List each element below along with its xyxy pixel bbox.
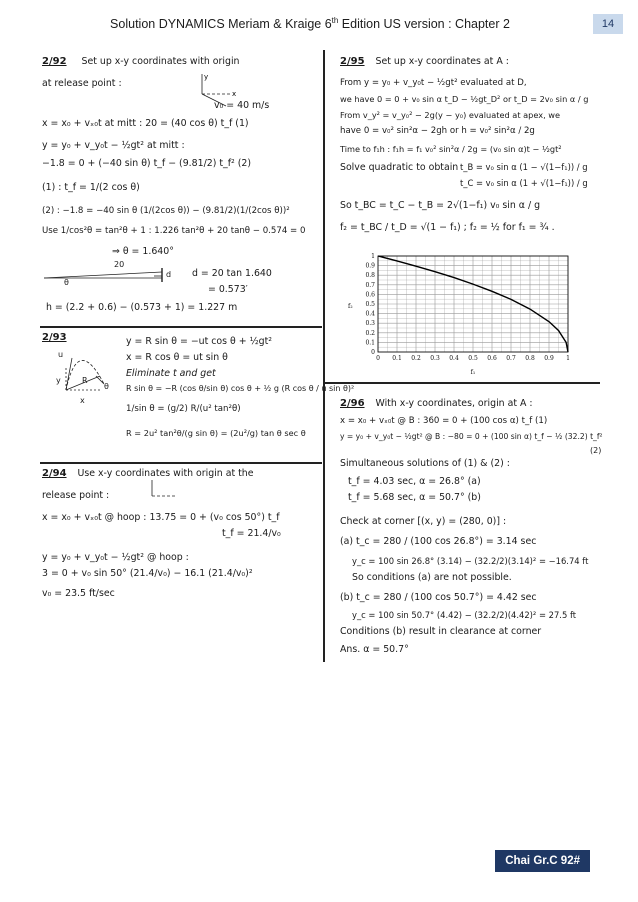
problem-number: 2/93 bbox=[42, 332, 67, 343]
column-divider bbox=[323, 50, 325, 662]
p295-text: From y = y₀ + v_y₀t − ½gt² evaluated at D, bbox=[340, 78, 527, 88]
x-tick-label: 0.8 bbox=[525, 355, 535, 362]
p296-text: Conditions (b) result in clearance at corner bbox=[340, 626, 542, 637]
problem-number: 2/96 bbox=[340, 398, 365, 409]
problem-number: 2/95 bbox=[340, 56, 365, 67]
y-tick-label: 1 bbox=[371, 253, 375, 260]
p295-text: t_C = v₀ sin α (1 + √(1−f₁)) / g bbox=[460, 178, 588, 188]
p293-text: y = R sin θ = −ut cos θ + ½gt² bbox=[126, 336, 273, 347]
p293-text: x = R cos θ = ut sin θ bbox=[126, 352, 228, 363]
angle-triangle-figure bbox=[42, 262, 172, 290]
p296-text: (b) t_c = 280 / (100 cos 50.7°) = 4.42 sec bbox=[340, 592, 537, 603]
problem-2-94 bbox=[42, 468, 320, 608]
page-number: 14 bbox=[593, 14, 623, 34]
p292-text: −1.8 = 0 + (−40 sin θ) t_f − (9.81/2) t_f² (2) bbox=[42, 158, 252, 169]
p296-text: x = x₀ + vₓ₀t @ B : 360 = 0 + (100 cos α) t_f (1) bbox=[340, 416, 548, 426]
p294-text: t_f = 21.4/v₀ bbox=[222, 528, 281, 539]
x-tick-label: 0.9 bbox=[544, 355, 554, 362]
p293-text: 1/sin θ = (g/2) R/(u² tan²θ) bbox=[126, 404, 241, 414]
y-tick-label: 0 bbox=[371, 349, 375, 356]
p295-text: Set up x-y coordinates at A : bbox=[375, 56, 509, 67]
x-tick-label: 0.2 bbox=[411, 355, 421, 362]
y-tick-label: 0.4 bbox=[365, 310, 375, 318]
page-header bbox=[0, 14, 638, 42]
p292-text: Set up x-y coordinates with origin bbox=[81, 56, 240, 67]
header-title-sup: th bbox=[331, 16, 339, 25]
p296-text: Ans. α = 50.7° bbox=[340, 644, 409, 655]
divider-293-294 bbox=[40, 462, 322, 464]
y-tick-label: 0.5 bbox=[365, 301, 375, 308]
header-title bbox=[0, 16, 620, 31]
p293-text: R = 2u² tan²θ/(g sin θ) = (2u²/g) tan θ sec θ bbox=[126, 428, 306, 438]
p292-line-0 bbox=[42, 56, 240, 69]
fig-label-x: x bbox=[80, 396, 85, 405]
problem-number: 2/94 bbox=[42, 468, 67, 479]
x-axis-label: f₁ bbox=[470, 369, 476, 376]
hoop-axes-figure bbox=[142, 478, 182, 504]
y-tick-label: 0.2 bbox=[365, 329, 375, 337]
divider-295-296 bbox=[325, 382, 600, 384]
x-tick-label: 0.5 bbox=[468, 355, 478, 362]
p295-text: Solve quadratic to obtain bbox=[340, 162, 459, 173]
p294-text: 3 = 0 + v₀ sin 50° (21.4/v₀) − 16.1 (21.4/v₀)² bbox=[42, 568, 253, 579]
p294-text: release point : bbox=[42, 490, 110, 501]
p295-text: t_B = v₀ sin α (1 − √(1−f₁)) / g bbox=[460, 162, 588, 172]
p292-text: d = 20 tan 1.640 bbox=[192, 268, 272, 279]
svg-text:x: x bbox=[232, 90, 237, 98]
p296-text: With x-y coordinates, origin at A : bbox=[375, 398, 533, 409]
y-tick-label: 0.8 bbox=[365, 272, 375, 280]
problem-2-95 bbox=[340, 56, 608, 256]
y-axis-label: f₂ bbox=[348, 303, 353, 310]
fig-label-y: y bbox=[56, 376, 61, 385]
header-title-tail: Edition US version : Chapter 2 bbox=[338, 17, 510, 32]
p296-text: t_f = 4.03 sec, α = 26.8° (a) bbox=[348, 476, 481, 487]
p295-text: So t_BC = t_C − t_B = 2√(1−f₁) v₀ sin α / g bbox=[340, 200, 541, 211]
f2-vs-f1-chart bbox=[340, 250, 590, 374]
p292-text: = 0.573′ bbox=[208, 284, 248, 295]
fig-label-u: u bbox=[58, 350, 64, 359]
p296-text: y_c = 100 sin 26.8° (3.14) − (32.2/2)(3.14)² = −16.74 ft bbox=[352, 556, 589, 566]
divider-292-293 bbox=[40, 326, 322, 328]
p294-text: Use x-y coordinates with origin at the bbox=[77, 468, 254, 479]
p296-text: (2) bbox=[590, 446, 602, 455]
x-tick-label: 0.1 bbox=[392, 355, 402, 362]
x-tick-label: 1 bbox=[566, 355, 570, 362]
p292-text: at release point : bbox=[42, 78, 122, 89]
problem-2-92 bbox=[42, 56, 320, 324]
header-title-main: Solution DYNAMICS Meriam & Kraige 6 bbox=[110, 17, 332, 32]
p295-text: From v_y² = v_y₀² − 2g(y − y₀) evaluated at apex, we bbox=[340, 110, 561, 120]
p292-text: ⇒ θ = 1.640° bbox=[112, 246, 174, 257]
fig-label-d: d bbox=[166, 270, 172, 279]
fig-label-theta: θ bbox=[104, 382, 109, 391]
problem-number: 2/92 bbox=[42, 56, 67, 67]
y-tick-label: 0.1 bbox=[365, 339, 375, 347]
p292-text: (1) : t_f = 1/(2 cos θ) bbox=[42, 182, 140, 193]
svg-text:y: y bbox=[204, 73, 209, 81]
p294-text: y = y₀ + v_y₀t − ½gt² @ hoop : bbox=[42, 552, 189, 563]
p296-text: Simultaneous solutions of (1) & (2) : bbox=[340, 458, 510, 469]
p292-text: h = (2.2 + 0.6) − (0.573 + 1) = 1.227 m bbox=[46, 302, 238, 313]
fig-label-20: 20 bbox=[114, 260, 125, 269]
x-tick-label: 0.4 bbox=[449, 355, 459, 362]
p295-text: f₂ = t_BC / t_D = √(1 − f₁) ; f₂ = ½ for f₁ = ¾ . bbox=[340, 222, 555, 233]
p295-text: have 0 = v₀² sin²α − 2gh or h = v₀² sin²α / 2g bbox=[340, 126, 535, 136]
p296-text: t_f = 5.68 sec, α = 50.7° (b) bbox=[348, 492, 481, 503]
p294-text: x = x₀ + vₓ₀t @ hoop : 13.75 = 0 + (v₀ cos 50°) t_f bbox=[42, 512, 280, 523]
p292-text: (2) : −1.8 = −40 sin θ (1/(2cos θ)) − (9.81/2)(1/(2cos θ))² bbox=[42, 206, 290, 216]
p293-text: R sin θ = −R (cos θ/sin θ) cos θ + ½ g (R cos θ / u sin θ)² bbox=[126, 384, 355, 393]
p294-text: v₀ = 23.5 ft/sec bbox=[42, 588, 115, 599]
x-tick-label: 0.7 bbox=[506, 355, 516, 362]
p295-text: Time to f₁h : f₁h = f₁ v₀² sin²α / 2g = (v₀ sin α)t − ½gt² bbox=[340, 144, 562, 154]
p295-line-0 bbox=[340, 56, 509, 69]
y-tick-label: 0.3 bbox=[365, 320, 375, 328]
problem-2-96 bbox=[340, 398, 608, 660]
p296-line-0 bbox=[340, 398, 533, 411]
fig-label-r: R bbox=[82, 376, 88, 385]
p292-text: Use 1/cos²θ = tan²θ + 1 : 1.226 tan²θ + 20 tanθ − 0.574 = 0 bbox=[42, 226, 306, 236]
p292-text: x = x₀ + vₓ₀t at mitt : 20 = (40 cos θ) t_f (1) bbox=[42, 118, 249, 129]
p292-text: v₀ = 40 m/s bbox=[214, 100, 270, 111]
p296-text: Check at corner [(x, y) = (280, 0)] : bbox=[340, 516, 507, 527]
y-tick-label: 0.7 bbox=[365, 281, 375, 289]
p296-text: (a) t_c = 280 / (100 cos 26.8°) = 3.14 sec bbox=[340, 536, 537, 547]
y-tick-label: 0.9 bbox=[365, 262, 375, 270]
x-tick-label: 0 bbox=[376, 355, 380, 362]
x-tick-label: 0.3 bbox=[430, 355, 440, 362]
p295-text: we have 0 = 0 + v₀ sin α t_D − ½gt_D² or t_D = 2v₀ sin α / g bbox=[340, 94, 589, 104]
x-tick-label: 0.6 bbox=[487, 355, 497, 362]
footer-tag: Chai Gr.C 92# bbox=[495, 850, 590, 872]
p296-text: So conditions (a) are not possible. bbox=[352, 572, 512, 583]
fig-label-theta: θ bbox=[64, 278, 69, 287]
p292-text: y = y₀ + v_y₀t − ½gt² at mitt : bbox=[42, 140, 185, 151]
p296-text: y = y₀ + v_y₀t − ½gt² @ B : −80 = 0 + (100 sin α) t_f − ½ (32.2) t_f² bbox=[340, 432, 603, 441]
p296-text: y_c = 100 sin 50.7° (4.42) − (32.2/2)(4.42)² = 27.5 ft bbox=[352, 610, 577, 620]
y-tick-label: 0.6 bbox=[365, 291, 375, 299]
p293-text: Eliminate t and get bbox=[126, 368, 216, 379]
